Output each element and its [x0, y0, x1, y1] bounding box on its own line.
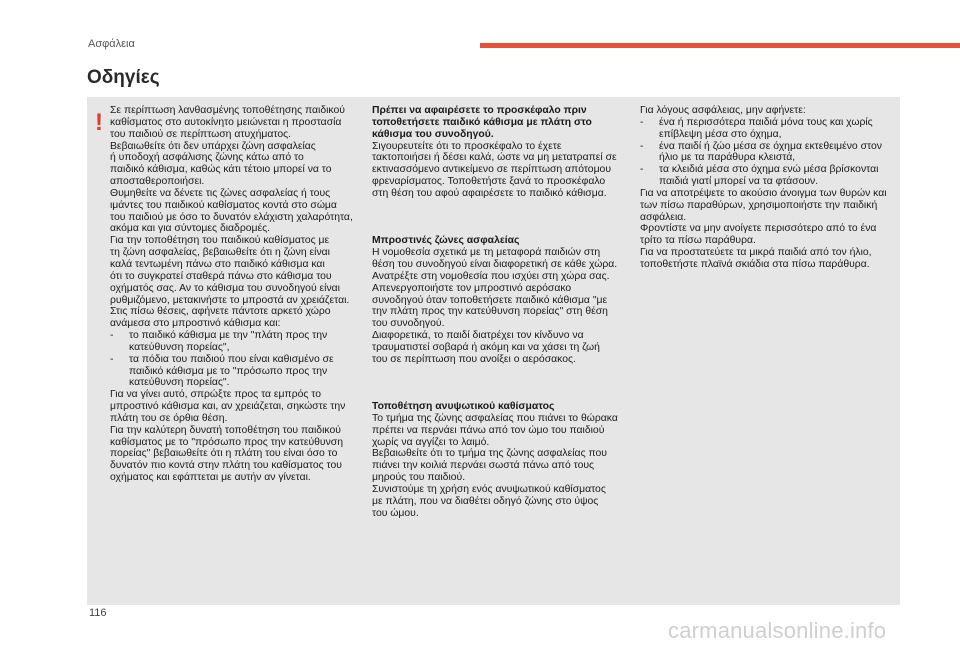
col1-paragraphs	[110, 105, 355, 330]
list-item-text: το παιδικό κάθισμα με την "πλάτη προς την	[129, 330, 328, 342]
text-line: Στις πίσω θέσεις, αφήνετε πάντοτε αρκετό χώρο	[110, 306, 331, 318]
text-line: ασφάλεια.	[640, 211, 687, 223]
text-line: την πλάτη προς την κατεύθυνση πορείας" στη θέση	[372, 306, 608, 318]
text-line: του συνοδηγού.	[372, 318, 445, 330]
text-line: Φροντίστε να μην ανοίγετε περισσότερο από το ένα	[640, 223, 877, 235]
text-line: δυνατόν πιο κοντά στην πλάτη του καθίσματος του	[110, 460, 342, 472]
column-3	[640, 105, 890, 271]
text-line: μπροστινό κάθισμα και, αν χρειάζεται, σηκώστε την	[110, 401, 346, 413]
text-line: οχήματος και εφάπτεται με αυτήν αν γίνεται.	[110, 472, 311, 484]
text-line: τοποθετήσετε παιδικό κάθισμα με πλάτη στο	[372, 116, 592, 128]
text-line: πορείας" βεβαιωθείτε ότι η πλάτη του είναι όσο το	[110, 448, 338, 460]
text-line: ιμάντες του παιδικού καθίσματος κοντά στο σώμα	[110, 199, 337, 211]
text-line: του παιδιού με όσο το δυνατόν ελάχιστη χαλαρότητα,	[110, 211, 353, 223]
text-line: των πίσω παραθύρων, χρησιμοποιήστε την παιδική	[640, 199, 878, 211]
text-line: Σιγουρευτείτε ότι το προσκέφαλο το έχετε	[372, 140, 562, 152]
list-item-text: κατεύθυνση πορείας".	[129, 377, 230, 389]
text-line: Απενεργοποιήστε τον μπροστινό αερόσακο	[372, 282, 572, 294]
headrest-warning-heading	[372, 105, 624, 141]
list-item-text: κατεύθυνση πορείας",	[129, 341, 230, 353]
booster-seat-heading	[372, 401, 624, 413]
text-line: Για να προστατεύετε τα μικρά παιδιά από τον ήλιο,	[640, 247, 872, 259]
list-item	[110, 330, 355, 342]
text-line: κάθισμα του συνοδηγού.	[372, 128, 494, 140]
text-line: του ώμου.	[372, 507, 419, 519]
text-line: παιδικό κάθισμα, καθώς κάτι τέτοιο μπορεί να το	[110, 164, 332, 176]
watermark: carmanualsonline.info	[668, 618, 887, 643]
text-line: Πρέπει να αφαιρέσετε το προσκέφαλο πριν	[372, 105, 587, 116]
text-line: καθίσματος με το "πρόσωπο προς την κατεύθυνση	[110, 436, 344, 448]
text-line: συνοδηγού όταν τοποθετήσετε παιδικό κάθισμα "με	[372, 294, 608, 306]
text-line: Διαφορετικά, το παιδί διατρέχει τον κίνδυνο να	[372, 330, 584, 342]
col3-paragraphs-after	[640, 188, 890, 271]
list-item-text: ήλιο με τα παράθυρα κλειστά,	[659, 152, 796, 164]
text-line: ή υποδοχή ασφάλισης ζώνης κάτω από το	[110, 152, 304, 164]
text-line: Για την καλύτερη δυνατή τοποθέτηση του παιδικού	[110, 424, 341, 436]
list-dash: -	[640, 140, 644, 152]
text-line: Σε περίπτωση λανθασμένης τοποθέτησης παιδικού	[110, 105, 345, 116]
text-line: του σε περίπτωση που ανοίξει ο αερόσακος.	[372, 353, 576, 365]
text-line: Μπροστινές ζώνες ασφαλείας	[372, 235, 520, 247]
page-number: 116	[89, 607, 107, 619]
list-item-text: τα κλειδιά μέσα στο όχημα ενώ μέσα βρίσκονται	[659, 164, 879, 176]
text-line: Το τμήμα της ζώνης ασφαλείας που πιάνει το θώρακα	[372, 412, 618, 424]
text-line: του παιδιού σε περίπτωση ατυχήματος.	[110, 128, 292, 140]
col1-list	[110, 330, 355, 389]
col1-paragraphs-after	[110, 389, 355, 484]
text-line: καθίσματος στο αυτοκίνητο μειώνεται η προστασία	[110, 116, 342, 128]
list-item	[640, 164, 890, 176]
text-line: Συνιστούμε τη χρήση ενός ανυψωτικού καθίσματος	[372, 484, 606, 495]
list-item-text: ένα παιδί ή ζώο μέσα σε όχημα εκτεθειμένο στον	[659, 140, 882, 152]
text-line: Θυμηθείτε να δένετε τις ζώνες ασφαλείας ή τους	[110, 187, 331, 199]
text-line: ακόμα και για σύντομες διαδρομές.	[110, 223, 271, 235]
text-line: ανάμεσα στο μπροστινό κάθισμα και:	[110, 318, 281, 330]
list-dash: -	[640, 116, 644, 128]
text-line: Για την τοποθέτηση του παιδικού καθίσματος με	[110, 235, 330, 247]
list-dash: -	[110, 330, 114, 342]
text-line: Βεβαιωθείτε ότι δεν υπάρχει ζώνη ασφαλείας	[110, 140, 316, 152]
text-line: Η νομοθεσία σχετικά με τη μεταφορά παιδιών στη	[372, 247, 601, 259]
text-line: Βεβαιωθείτε ότι το τμήμα της ζώνης ασφαλείας που	[372, 448, 607, 460]
text-line: με πλάτη, που να διαθέτει οδηγό ζώνης στο ύψος	[372, 495, 599, 507]
front-seat-belts-heading	[372, 235, 624, 247]
text-line: καλά τεντωμένη πάνω στο παιδικό κάθισμα και	[110, 258, 325, 270]
section-label: Ασφάλεια	[88, 38, 135, 50]
col3-list	[640, 117, 890, 188]
text-line: τρίτο τα πίσω παράθυρα.	[640, 235, 756, 247]
text-line: τη ζώνη ασφαλείας, βεβαιωθείτε ότι η ζώνη είναι	[110, 247, 330, 259]
list-dash: -	[640, 164, 644, 176]
text-line: Για να αποτρέψετε το ακούσιο άνοιγμα των θυρών και	[640, 187, 887, 199]
header-accent-bar	[480, 43, 960, 48]
text-line: Τοποθέτηση ανυψωτικού καθίσματος	[372, 401, 555, 413]
text-line: αποσταθεροποιήσει.	[110, 176, 205, 188]
text-line: πρέπει να περνάει πάνω από τον ώμο του παιδιού	[372, 424, 605, 436]
text-line: πιάνει την κοιλιά περνάει σωστά πάνω από τους	[372, 460, 595, 472]
text-line: τακτοποιήσει ή δέσει καλά, ώστε να μη μετατραπεί σε	[372, 152, 617, 164]
text-line: ότι το συγκρατεί σταθερά πάνω στο κάθισμα του	[110, 270, 332, 282]
text-line: τραυματιστεί σοβαρά ή ακόμη και να χάσει τη ζωή	[372, 341, 600, 353]
list-item	[640, 117, 890, 129]
text-line: οχήματός σας. Αν το κάθισμα του συνοδηγού είναι	[110, 282, 340, 294]
list-dash: -	[110, 353, 114, 365]
list-item	[640, 141, 890, 153]
text-line: στη θέση του αφού αφαιρέσετε το παιδικό κάθισμα.	[372, 187, 607, 199]
text-line: φρεναρίσματος. Τοποθετήστε ξανά το προσκέφαλο	[372, 176, 606, 188]
exclamation-icon: !	[95, 109, 103, 136]
text-line: τοποθετήστε πλαϊνά σκιάδια στα πίσω παράθυρα.	[640, 258, 870, 270]
list-item-text: επίβλεψη μέσα στο όχημα,	[659, 128, 782, 140]
front-seat-belts-body	[372, 247, 624, 365]
text-line: Για να γίνει αυτό, σπρώξτε προς τα εμπρός το	[110, 389, 322, 401]
headrest-warning-body	[372, 141, 624, 200]
text-line: θέση του συνοδηγού είναι διαφορετική σε κάθε χώρα.	[372, 258, 618, 270]
text-line: Ανατρέξτε στη νομοθεσία που ισχύει στη χώρα σας.	[372, 270, 610, 282]
text-line: πλάτη του σε όρθια θέση.	[110, 412, 228, 424]
text-line: εκτινασσόμενο αντικείμενο σε περίπτωση απότομου	[372, 164, 612, 176]
col3-intro: Για λόγους ασφάλειας, μην αφήνετε:	[640, 105, 806, 116]
text-line: χωρίς να αγγίζει το λαιμό.	[372, 436, 490, 448]
column-1	[110, 105, 355, 484]
list-item-text: τα πόδια του παιδιού που είναι καθισμένο σε	[129, 353, 334, 365]
text-line: ρυθμιζόμενο, μετακινήστε το μπροστά αν χρειάζεται.	[110, 294, 350, 306]
list-item-text: παιδιά γιατί μπορεί να τα φτάσουν.	[659, 176, 819, 188]
list-item-text: ένα ή περισσότερα παιδιά μόνα τους και χωρίς	[659, 116, 873, 128]
booster-seat-body	[372, 413, 624, 520]
list-item-text: παιδικό κάθισμα με το "πρόσωπο προς την	[129, 365, 328, 377]
text-line: μηρούς του παιδιού.	[372, 472, 466, 484]
column-2	[372, 105, 624, 520]
page-title: Οδηγίες	[87, 67, 160, 88]
list-item	[110, 354, 355, 366]
